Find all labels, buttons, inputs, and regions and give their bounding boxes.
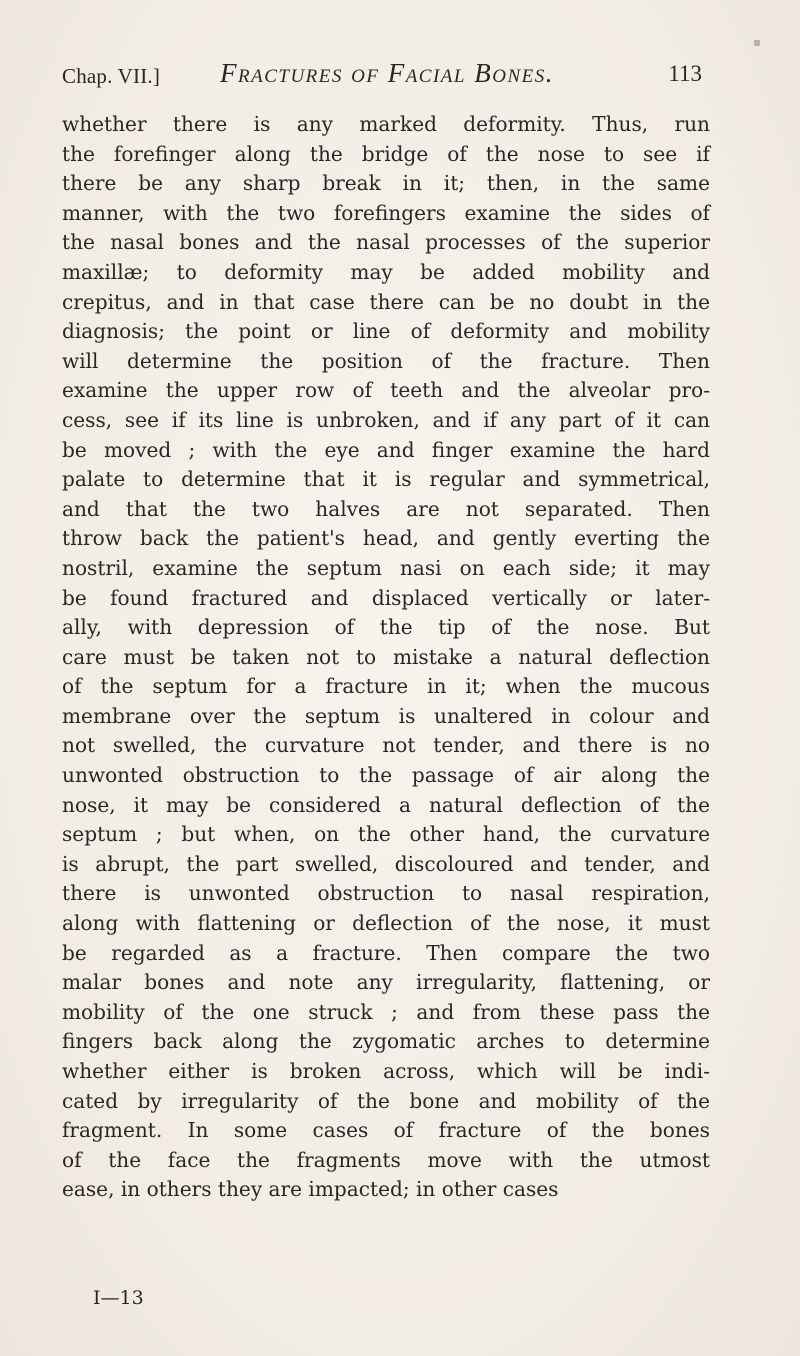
page-speck xyxy=(754,40,760,46)
text-line: examine the upper row of teeth and the alveolar pro- xyxy=(62,378,710,403)
text-line: fingers back along the zygomatic arches to determine xyxy=(62,1029,710,1054)
text-line: be regarded as a fracture. Then compare the two xyxy=(62,940,710,965)
text-line: there be any sharp break in it; then, in the same xyxy=(62,171,710,196)
page-number: 113 xyxy=(668,61,702,86)
text-line: of the septum for a fracture in it; when the mucous xyxy=(62,674,710,699)
text-line: whether either is broken across, which will be indi- xyxy=(62,1059,710,1083)
text-line: and that the two halves are not separated. Then xyxy=(62,496,710,521)
text-line: be moved ; with the eye and finger examine the hard xyxy=(62,437,710,462)
text-line: care must be taken not to mistake a natural deflection xyxy=(62,644,710,669)
text-line: cated by irregularity of the bone and mobility of the xyxy=(62,1088,710,1113)
text-line: nostril, examine the septum nasi on each side; it may xyxy=(62,555,710,580)
text-line: crepitus, and in that case there can be no doubt in the xyxy=(62,289,710,314)
text-line: be found fractured and displaced vertically or later- xyxy=(62,585,710,610)
text-line: not swelled, the curvature not tender, and there is no xyxy=(62,733,710,758)
body-paragraph xyxy=(62,110,710,1205)
running-title: Fractures of Facial Bones. xyxy=(220,58,554,88)
text-line: cess, see if its line is unbroken, and if any part of it can xyxy=(62,407,710,432)
text-line: mobility of the one struck ; and from these pass the xyxy=(62,999,710,1024)
text-line: nose, it may be considered a natural deflection of the xyxy=(62,792,710,817)
text-line: whether there is any marked deformity. Thus, run xyxy=(62,112,710,136)
text-line: manner, with the two forefingers examine the sides of xyxy=(62,200,710,225)
text-line: ease, in others they are impacted; in other cases xyxy=(62,1177,559,1202)
text-line: maxillæ; to deformity may be added mobility and xyxy=(62,259,710,284)
text-line: throw back the patient's head, and gently everting the xyxy=(62,526,710,551)
text-line: will determine the position of the fracture. Then xyxy=(62,348,710,373)
printer-signature-mark: I—13 xyxy=(93,1287,144,1309)
text-line: there is unwonted obstruction to nasal respiration, xyxy=(62,881,710,906)
text-line: diagnosis; the point or line of deformity and mobility xyxy=(62,319,710,344)
text-line: the nasal bones and the nasal processes of the superior xyxy=(62,230,710,255)
text-line: palate to determine that it is regular and symmetrical, xyxy=(62,467,710,492)
text-line: malar bones and note any irregularity, flattening, or xyxy=(62,970,710,995)
running-header xyxy=(62,58,702,98)
text-line: the forefinger along the bridge of the nose to see if xyxy=(62,141,710,166)
text-line: unwonted obstruction to the passage of air along the xyxy=(62,763,710,788)
text-line: along with flattening or deflection of the nose, it must xyxy=(62,911,710,936)
text-line: of the face the fragments move with the utmost xyxy=(62,1147,710,1172)
text-line: ally, with depression of the tip of the nose. But xyxy=(62,615,710,640)
chapter-reference: Chap. VII.] xyxy=(62,64,161,88)
text-line: fragment. In some cases of fracture of the bones xyxy=(62,1118,710,1143)
text-line: is abrupt, the part swelled, discoloured and tender, and xyxy=(62,851,710,876)
text-line: septum ; but when, on the other hand, the curvature xyxy=(62,822,710,847)
text-line: membrane over the septum is unaltered in colour and xyxy=(62,703,710,728)
